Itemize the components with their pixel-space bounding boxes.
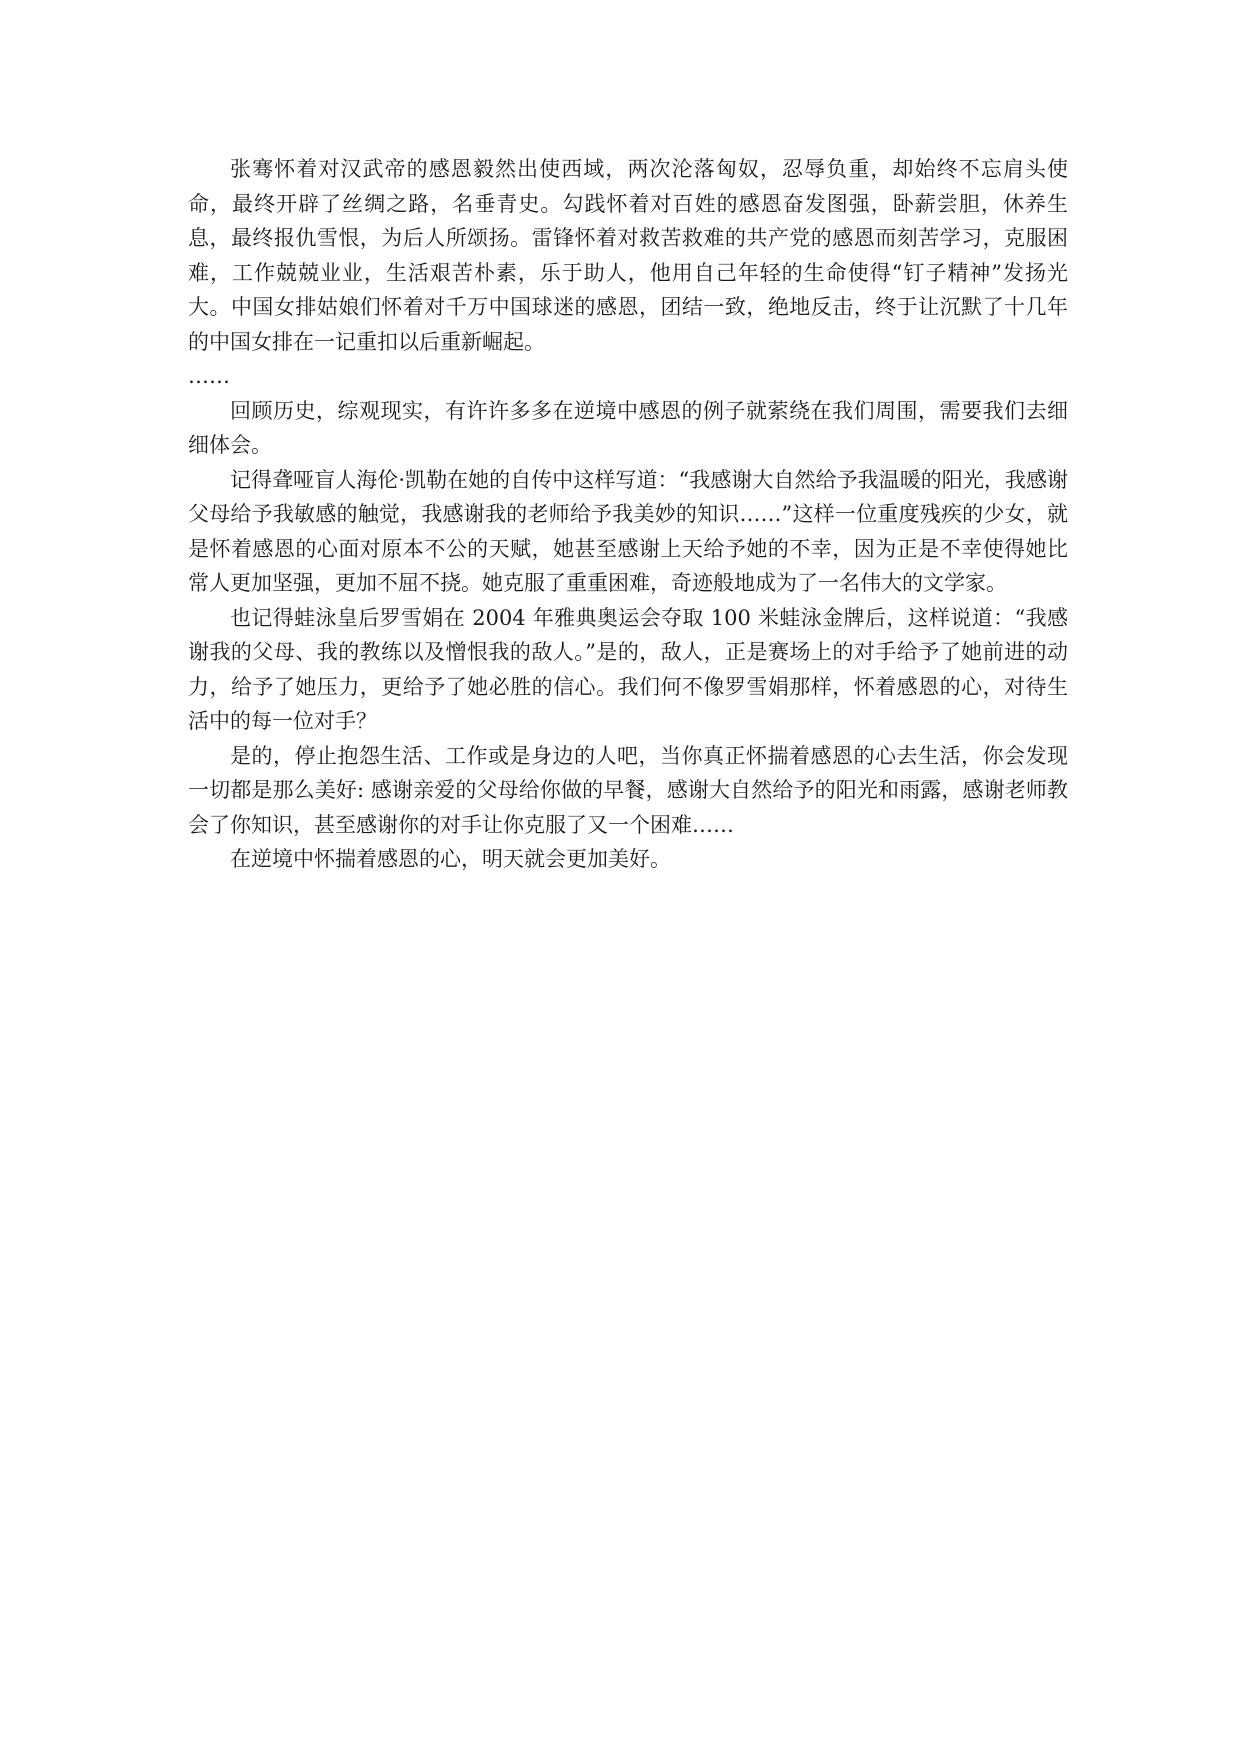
document-body [188, 152, 1068, 877]
paragraph-review-history: 回顾历史，综观现实，有许许多多在逆境中感恩的例子就萦绕在我们周围，需要我们去细细体会。 [188, 398, 1068, 457]
paragraph-luo-xuejuan: 也记得蛙泳皇后罗雪娟在 2004 年雅典奥运会夺取 100 米蛙泳金牌后，这样说道：“我感谢我的父母、我的教练以及憎恨我的敌人。”是的，敌人，正是赛场上的对手给予了她前进的动力，给予了她压力，更给予了她必胜的信心。我们何不像罗雪娟那样，怀着感恩的心，对待生活中的每一位对手？ [188, 605, 1068, 733]
paragraph-conclusion: 在逆境中怀揣着感恩的心，明天就会更加美好。 [230, 847, 671, 871]
paragraph-stop-complaining: 是的，停止抱怨生活、工作或是身边的人吧，当你真正怀揣着感恩的心去生活，你会发现一切都是那么美好: 感谢亲爱的父母给你做的早餐，感谢大自然给予的阳光和雨露，感谢老师教会了你知识，甚至感谢你的对手让你克服了又一个困难…… [188, 743, 1068, 837]
paragraph-helen-keller: 记得聋哑盲人海伦·凯勒在她的自传中这样写道：“我感谢大自然给予我温暖的阳光，我感谢父母给予我敏感的触觉，我感谢我的老师给予我美妙的知识……”这样一位重度残疾的少女，就是怀着感恩的心面对原本不公的天赋，她甚至感谢上天给予她的不幸，因为正是不幸使得她比常人更加坚强，更加不屈不挠。她克服了重重困难，奇迹般地成为了一名伟大的文学家。 [188, 467, 1068, 595]
paragraph-historical-examples: 张骞怀着对汉武帝的感恩毅然出使西域，两次沦落匈奴，忍辱负重，却始终不忘肩头使命，最终开辟了丝绸之路，名垂青史。勾践怀着对百姓的感恩奋发图强，卧薪尝胆，休养生息，最终报仇雪恨，为后人所颂扬。雷锋怀着对救苦救难的共产党的感恩而刻苦学习，克服困难，工作兢兢业业，生活艰苦朴素，乐于助人，他用自己年轻的生命使得“钉子精神”发扬光大。中国女排姑娘们怀着对千万中国球迷的感恩，团结一致，绝地反击，终于让沉默了十几年的中国女排在一记重扣以后重新崛起。 [188, 157, 1068, 354]
paragraph-ellipsis: …… [188, 364, 230, 388]
